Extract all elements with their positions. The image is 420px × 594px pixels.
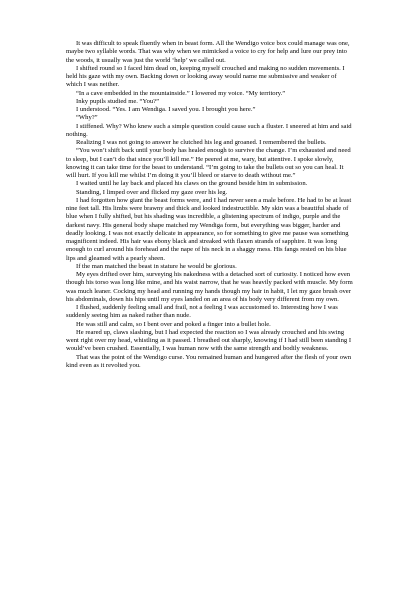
paragraph: “In a cave embedded in the mountainside.” I lowered my voice. “My territory.” <box>76 89 286 97</box>
paragraph: Inky pupils studied me. “You?” <box>76 97 160 105</box>
body-text <box>66 40 354 370</box>
paragraph: I had forgotten how giant the beast forms were, and I had never seen a male before. He had to be at least nine feet tall. His limbs were brawny and thick and looked indestructible. My skin was a beautiful shade of blue when I fully shifted, but his shading was incredible, a glistening spectrum of indigo, purple and the darkest navy. His general body shape matched my Wendiga form, but everything was bigger, harder and deadly looking. I was not exactly delicate in appearance, so for something to give me pause was something magnificent indeed. His hair was ebony black and streaked with flaxen strands of sapphire. It was long enough to curl around his forehead and the nape of his neck in a shaggy mess. His fangs rested on his blue lips and gleamed with a pearly sheen. <box>66 196 352 262</box>
paragraph: I flushed, suddenly feeling small and frail, not a feeling I was accustomed to. Interesting how I was suddenly seeing him as naked rather than nude. <box>66 304 338 320</box>
paragraph: He reared up, claws slashing, but I had expected the reaction so I was already crouched and his swing went right over my head, whistling as it passed. I breathed out sharply, knowing if I had still been standing I would’ve been crushed. Essentially, I was human now with the same strength and bodily weakness. <box>66 328 352 353</box>
paragraph: Realizing I was not going to answer he clutched his leg and groaned. I remembered the bullets. <box>76 139 327 146</box>
paragraph: “Why?” <box>76 114 98 122</box>
paragraph: I understood. “Yes. I am Wendiga. I saved you. I brought you here.” <box>76 106 256 113</box>
paragraph: That was the point of the Wendigo curse. You remained human and hungered after the flesh of your own kind even as it revolted you. <box>66 353 352 369</box>
paragraph: My eyes drifted over him, surveying his nakedness with a detached sort of curiosity. I noticed how even though his torso was long like mine, and his waist narrow, that he was heavily packed with muscle. My form was much leaner. Cocking my head and running my hands though my hair in habit, I let my gaze brush over his abdominals, down his hips until my eyes landed on an area of his body very different from my own. <box>66 271 353 303</box>
paragraph: Standing, I limped over and flicked my gaze over his leg. <box>76 188 228 196</box>
paragraph: He was still and calm, so I bent over and poked a finger into a bullet hole. <box>76 320 271 328</box>
paragraph: It was difficult to speak fluently when in beast form. All the Wendigo voice box could manage was one, maybe two syllable words. That was why when we mimicked a voice to cry for help and lure our prey into the woods, it usually was just the world ‘help’ we called out. <box>66 40 350 64</box>
paragraph: I stiffened. Why? Who knew such a simple question could cause such a fluster. I sneered at him and said nothing. <box>66 122 352 138</box>
paragraph: I waited until he lay back and placed his claws on the ground beside him in submission. <box>76 180 308 188</box>
paragraph: “You won’t shift back until your body has healed enough to survive the change. I’m exhausted and need to sleep, but I can’t do that since you’ll kill me.” He peered at me, wary, but attentive. I spoke slowly, knowing it can take time for the beast to understand. “I’m going to take the bullets out so you can heal. It will hurt. If you kill me whilst I’m doing it you’ll bleed or starve to death without me.” <box>66 147 351 179</box>
paragraph: If the man matched the beast in stature he would be glorious. <box>76 262 237 270</box>
paragraph: I shifted round so I faced him dead on, keeping myself crouched and making no sudden movements. I held his gaze with my own. Backing down or looking away would name me submissive and weaker of which I was neither. <box>66 64 345 89</box>
